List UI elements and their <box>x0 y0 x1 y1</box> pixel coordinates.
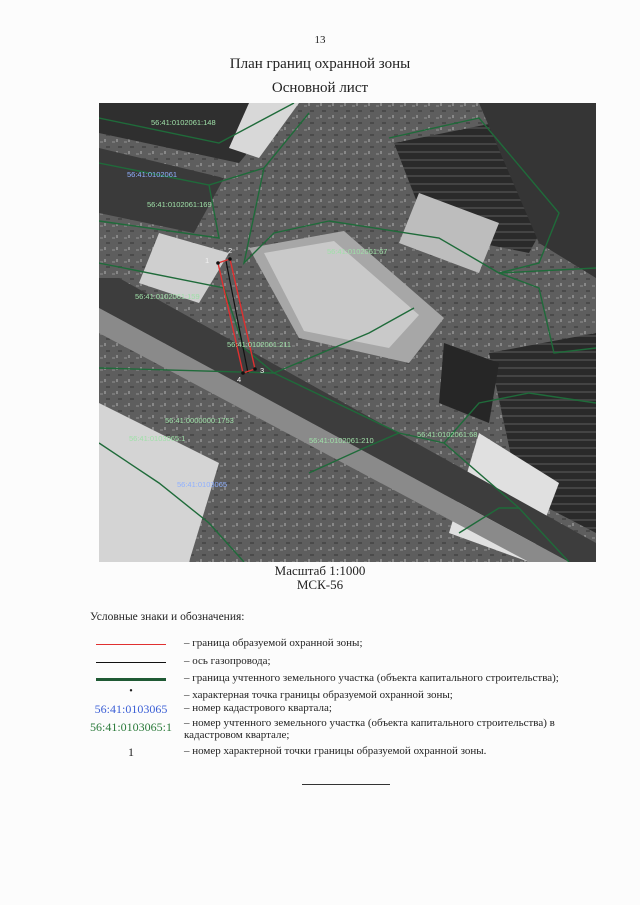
scale-text: Масштаб 1:1000 <box>274 563 366 578</box>
legend-text-parcel: – граница учтенного земельного участка (объекта капитального строительства); <box>184 672 559 684</box>
legend-text-point-number: – номер характерной точки границы образуемой охранной зоны. <box>184 745 487 757</box>
parcel-label-68: 56:41:0102061:68 <box>417 430 478 439</box>
point-number-3: 3 <box>260 366 265 375</box>
dot-symbol: • <box>129 686 133 697</box>
legend-text-point: – характерная точка границы образуемой охранной зоны; <box>184 689 453 701</box>
legend-text-zone: – граница образуемой охранной зоны; <box>184 637 363 649</box>
map-svg <box>99 103 596 562</box>
legend-text-quarter: – номер кадастрового квартала; <box>184 702 332 714</box>
quarter-number-symbol: 56:41:0103065 <box>94 702 168 716</box>
parcel-number-symbol: 56:41:0103065:1 <box>89 720 172 734</box>
point-number-symbol: 1 <box>128 745 134 759</box>
parcel-label-0103065-1: 56:41:0103065:1 <box>129 434 186 443</box>
page-title: План границ охранной зоны <box>229 56 411 72</box>
page-number: 13 <box>314 34 326 46</box>
quarter-label-0103065: 56:41:0103065 <box>177 480 228 489</box>
zone-point-1[interactable] <box>216 261 220 265</box>
crs-text: МСК-56 <box>296 577 344 592</box>
parcel-label-1753: 56:41:0000000:1753 <box>165 416 234 425</box>
green-line-symbol <box>96 678 166 681</box>
point-number-1: 1 <box>205 256 210 265</box>
legend-text-axis: – ось газопровода; <box>184 655 271 667</box>
parcel-label-67: 56:41:0102061:67 <box>327 247 388 256</box>
zone-point-4[interactable] <box>241 371 245 375</box>
cadastral-map[interactable] <box>99 103 596 562</box>
signature-line <box>302 784 390 785</box>
red-line-symbol <box>96 644 166 645</box>
map-scale <box>0 564 640 592</box>
legend-title: Условные знаки и обозначения: <box>90 611 245 623</box>
zone-point-2[interactable] <box>228 257 232 261</box>
black-line-symbol <box>96 662 166 663</box>
parcel-label-148: 56:41:0102061:148 <box>151 118 216 127</box>
parcel-label-211: 56:41:0102061:211 <box>227 340 292 349</box>
zone-point-3[interactable] <box>253 367 257 371</box>
quarter-label-0102061: 56:41:0102061 <box>127 170 178 179</box>
point-number-4: 4 <box>237 375 242 384</box>
legend-text-parcel-number: – номер учтенного земельного участка (объекта капитального строительства) в кадастровом квартале; <box>184 717 555 741</box>
page-subtitle: Основной лист <box>271 80 369 96</box>
parcel-label-210: 56:41:0102061:210 <box>309 436 374 445</box>
parcel-label-169: 56:41:0102061:169 <box>147 200 212 209</box>
point-number-2: 2 <box>228 246 233 255</box>
parcel-label-159: 56:41:0102061:159 <box>135 292 200 301</box>
